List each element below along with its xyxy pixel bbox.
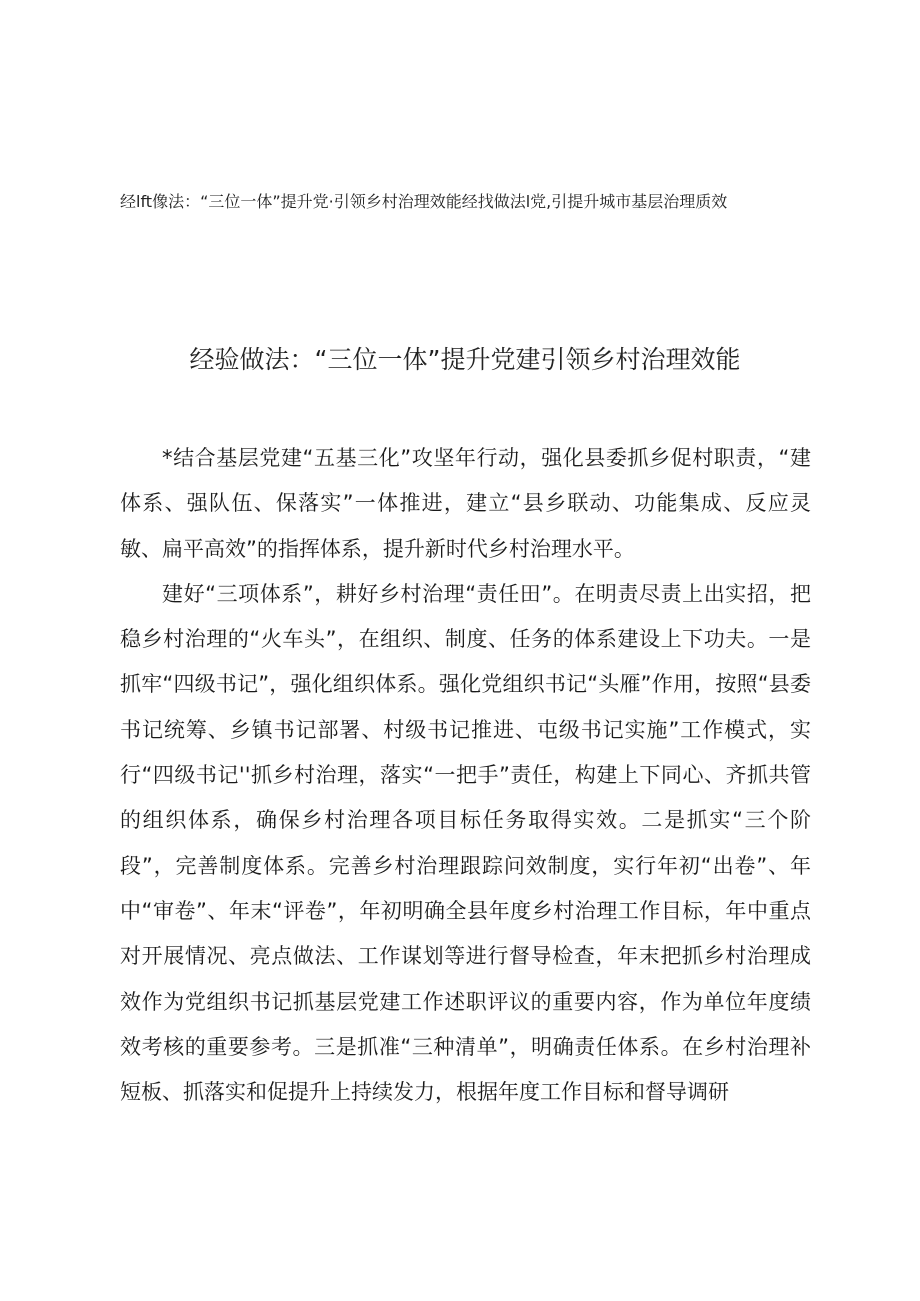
document-body (120, 436, 811, 1115)
document-title: 经验做法：“三位一体”提升党建引领乡村治理效能 (189, 345, 741, 374)
body-paragraph-1: *结合基层党建“五基三化”攻坚年行动，强化县委抓乡促村职责，“建体系、强队伍、保落实”一体推进，建立“县乡联动、功能集成、反应灵敏、扁平高效”的指挥体系，提升新时代乡村治理水平。 (120, 446, 811, 561)
document-header: 经lft像法：“三位一体”提升党·引领乡村治理效能经找做法l党,引提升城市基层治理质效 (120, 192, 728, 211)
body-paragraph-2: 建好“三项体系”，耕好乡村治理“责任田”。在明责尽责上出实招，把稳乡村治理的“火车头”，在组织、制度、任务的体系建设上下功夫。一是抓牢“四级书记”，强化组织体系。强化党组织书记“头雁”作用，按照“县委书记统筹、乡镇书记部署、村级书记推进、屯级书记实施”工作模式，实行“四级书记''抓乡村治理，落实“一把手”责任，构建上下同心、齐抓共管的组织体系，确保乡村治理各项目标任务取得实效。二是抓实“三个阶段”，完善制度体系。完善乡村治理跟踪问效制度，实行年初“出卷”、年中“审卷”、年末“评卷”，年初明确全县年度乡村治理工作目标，年中重点对开展情况、亮点做法、工作谋划等进行督导检查，年末把抓乡村治理成效作为党组织书记抓基层党建工作述职评议的重要内容，作为单位年度绩效考核的重要参考。三是抓准“三种清单”，明确责任体系。在乡村治理补短板、抓落实和促提升上持续发力，根据年度工作目标和督导调研 (120, 581, 811, 1105)
